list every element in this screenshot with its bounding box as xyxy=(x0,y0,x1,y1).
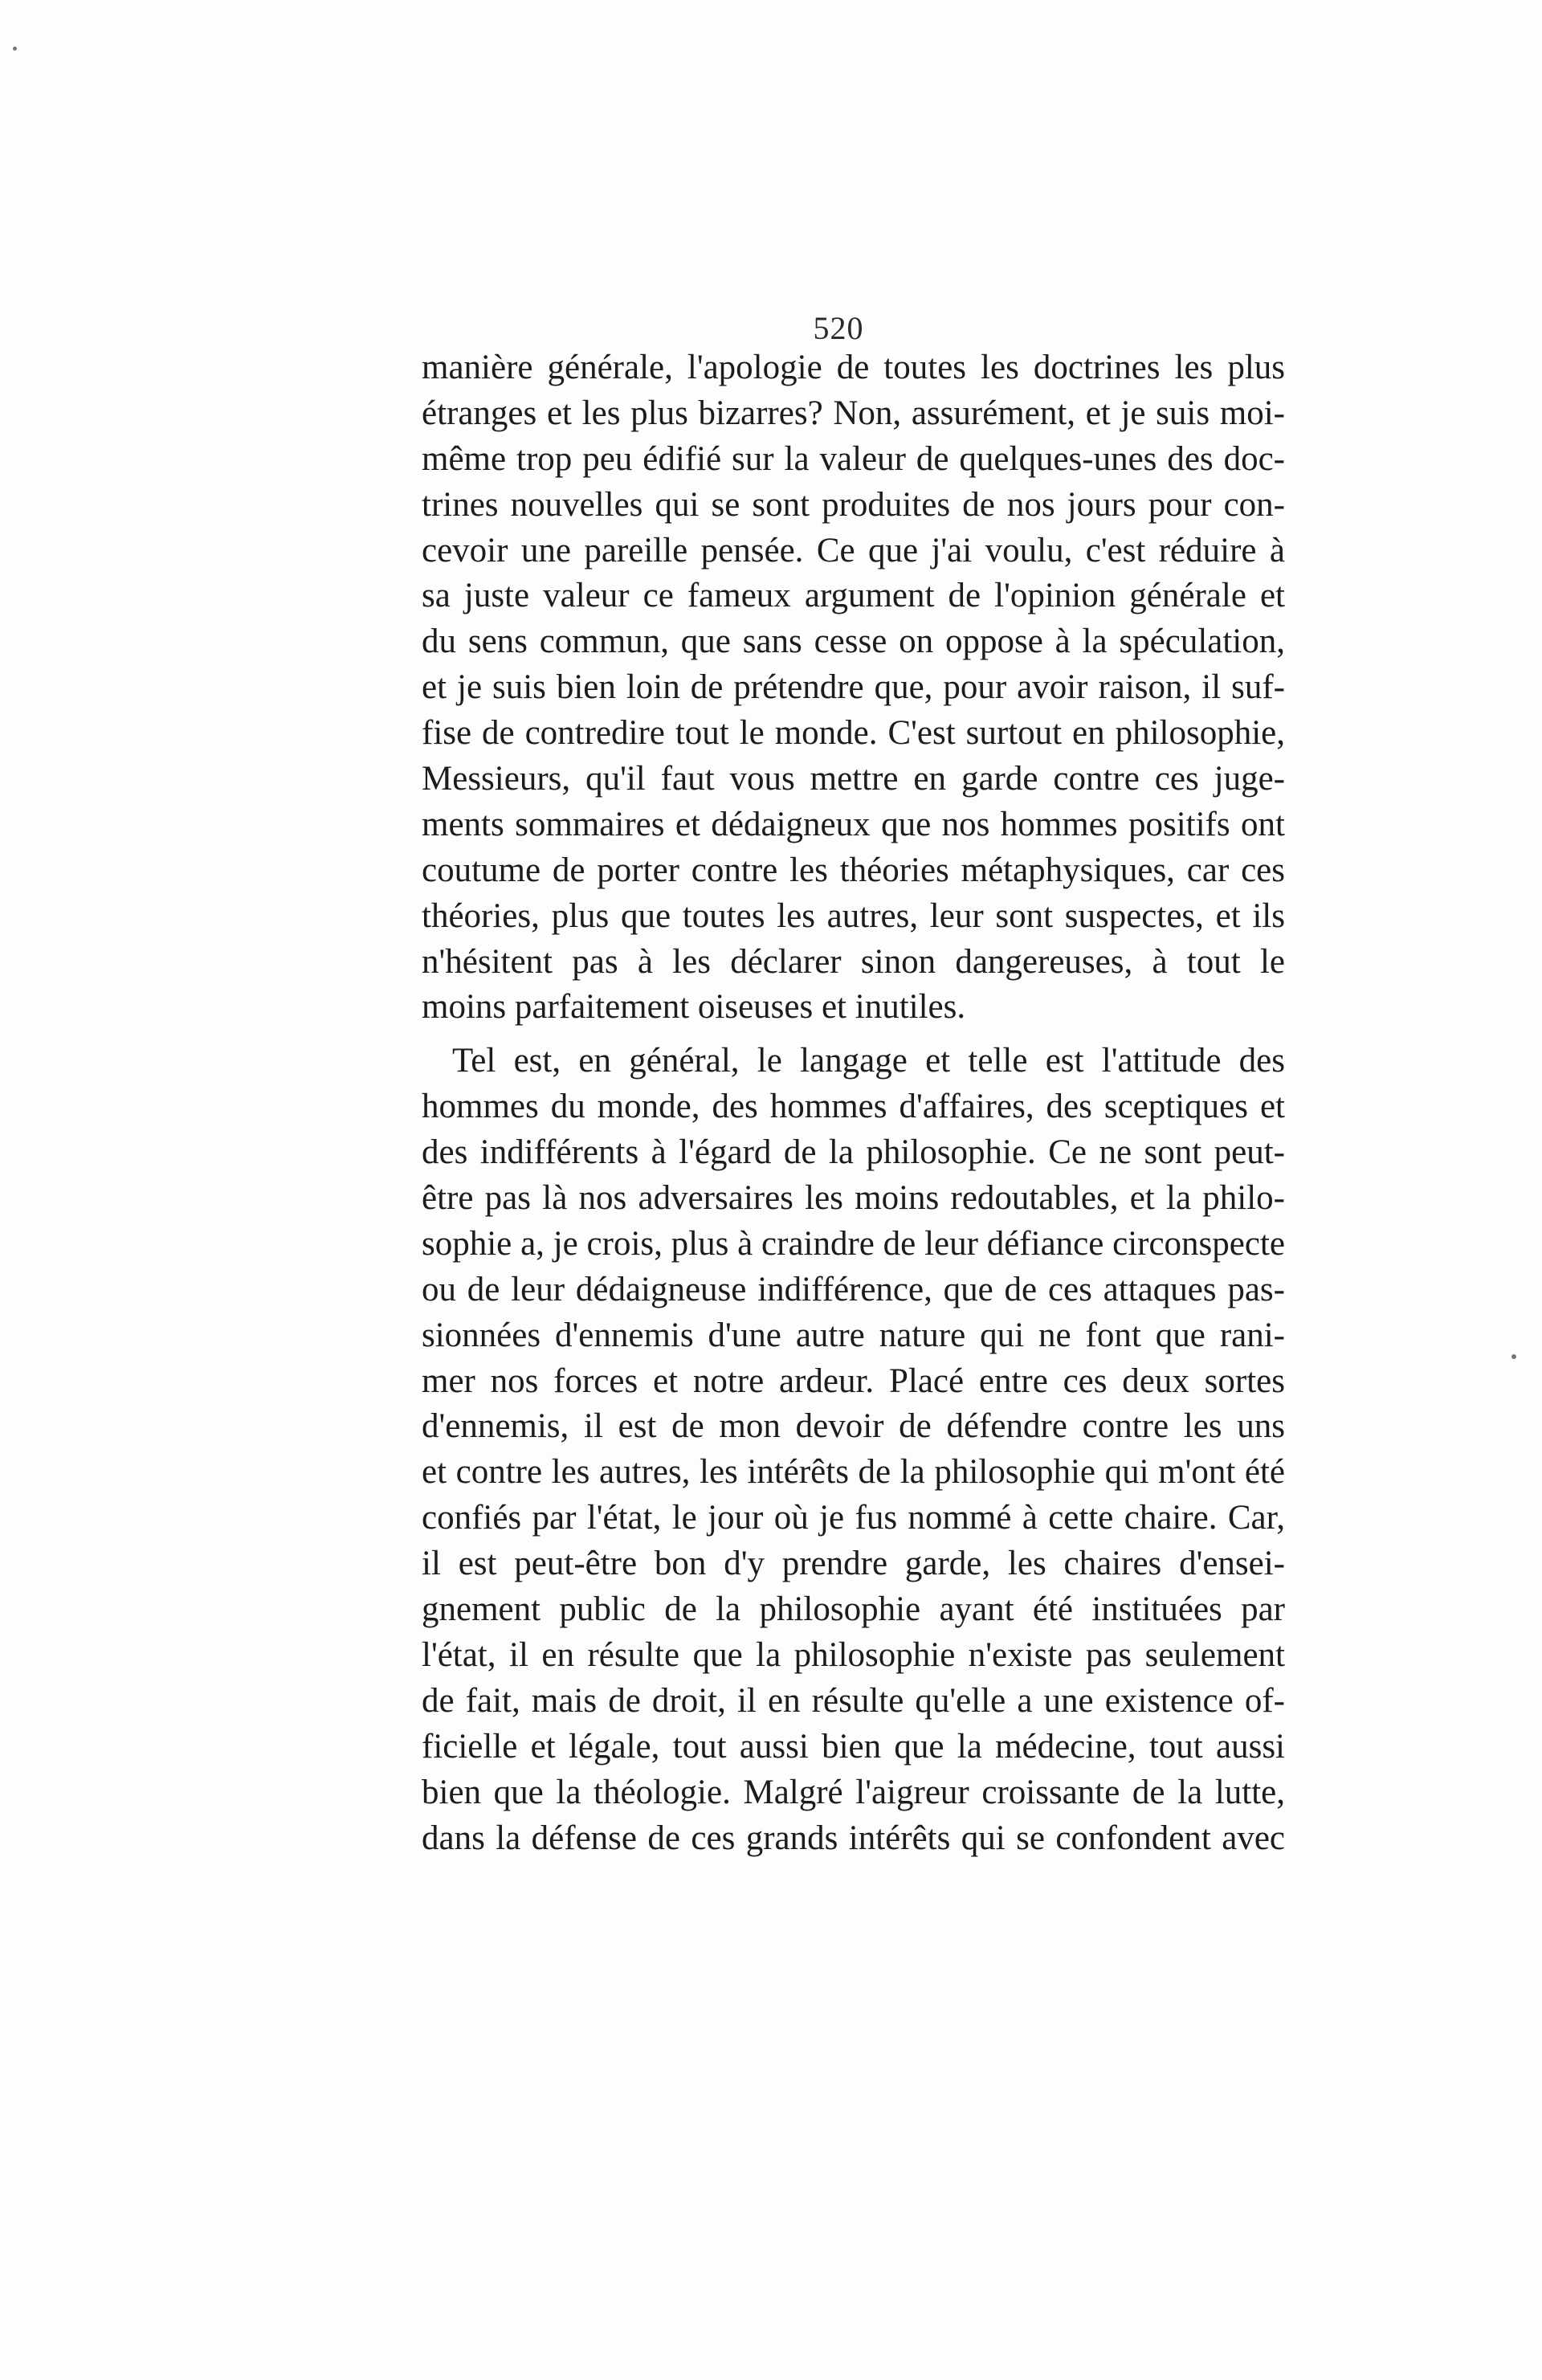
text-line: fise de contredire tout le monde. C'est surtout en philosophie, xyxy=(422,714,1285,753)
text-line: l'état, il en résulte que la philosophie n'existe pas seulement xyxy=(422,1635,1285,1674)
text-line: même trop peu édifié sur la valeur de quelques-unes des doc- xyxy=(422,439,1285,478)
text-line: mer nos forces et notre ardeur. Placé entre ces deux sortes xyxy=(422,1361,1285,1400)
text-line: n'hésitent pas à les déclarer sinon dangereuses, à tout le xyxy=(422,942,1285,981)
text-line: du sens commun, que sans cesse on oppose à la spéculation, xyxy=(422,623,1285,661)
text-line: manière générale, l'apologie de toutes les doctrines les plus xyxy=(422,349,1285,386)
text-line: Messieurs, qu'il faut vous mettre en garde contre ces juge- xyxy=(422,760,1285,798)
text-line: dans la défense de ces grands intérêts qui se confondent avec xyxy=(422,1819,1285,1857)
text-line: il est peut-être bon d'y prendre garde, les chaires d'ensei- xyxy=(422,1545,1285,1583)
page-number: 520 xyxy=(813,310,864,346)
text-line: Tel est, en général, le langage et telle est l'attitude des xyxy=(452,1042,1285,1080)
text-line: moins parfaitement oiseuses et inutiles. xyxy=(422,988,966,1027)
scan-speck xyxy=(13,47,17,51)
text-line: ou de leur dédaigneuse indifférence, que de ces attaques pas- xyxy=(422,1270,1285,1308)
text-line: sionnées d'ennemis d'une autre nature qui ne font que rani- xyxy=(422,1316,1285,1354)
text-line: théories, plus que toutes les autres, leur sont suspectes, et ils xyxy=(422,896,1285,935)
text-line: confiés par l'état, le jour où je fus nommé à cette chaire. Car, xyxy=(422,1499,1285,1537)
text-line: de fait, mais de droit, il en résulte qu'elle a une existence of- xyxy=(422,1681,1285,1720)
text-line: et je suis bien loin de prétendre que, pour avoir raison, il suf- xyxy=(422,668,1285,707)
text-line: bien que la théologie. Malgré l'aigreur croissante de la lutte, xyxy=(422,1773,1285,1811)
text-line: ficielle et légale, tout aussi bien que la médecine, tout aussi xyxy=(422,1727,1285,1766)
text-line: trines nouvelles qui se sont produites de nos jours pour con- xyxy=(422,485,1285,524)
text-line: gnement public de la philosophie ayant été instituées par xyxy=(422,1590,1285,1629)
text-line: des indifférents à l'égard de la philosophie. Ce ne sont peut- xyxy=(422,1133,1285,1172)
text-line: et contre les autres, les intérêts de la philosophie qui m'ont été xyxy=(422,1453,1285,1492)
body-text xyxy=(422,345,1285,1861)
text-line: être pas là nos adversaires les moins redoutables, et la philo- xyxy=(422,1179,1285,1218)
text-line: sophie a, je crois, plus à craindre de leur défiance circonspecte xyxy=(422,1224,1285,1263)
text-line: ments sommaires et dédaigneux que nos hommes positifs ont xyxy=(422,805,1285,843)
text-line: hommes du monde, des hommes d'affaires, des sceptiques et xyxy=(422,1088,1285,1126)
paragraph-break xyxy=(422,1031,1285,1039)
text-line: d'ennemis, il est de mon devoir de défendre contre les uns xyxy=(422,1407,1285,1446)
text-line: cevoir une pareille pensée. Ce que j'ai voulu, c'est réduire à xyxy=(422,531,1285,569)
scan-speck xyxy=(1511,1354,1516,1359)
text-line: sa juste valeur ce fameux argument de l'opinion générale et xyxy=(422,577,1285,615)
text-line: étranges et les plus bizarres? Non, assurément, et je suis moi- xyxy=(422,394,1285,432)
text-line: coutume de porter contre les théories métaphysiques, car ces xyxy=(422,851,1285,889)
